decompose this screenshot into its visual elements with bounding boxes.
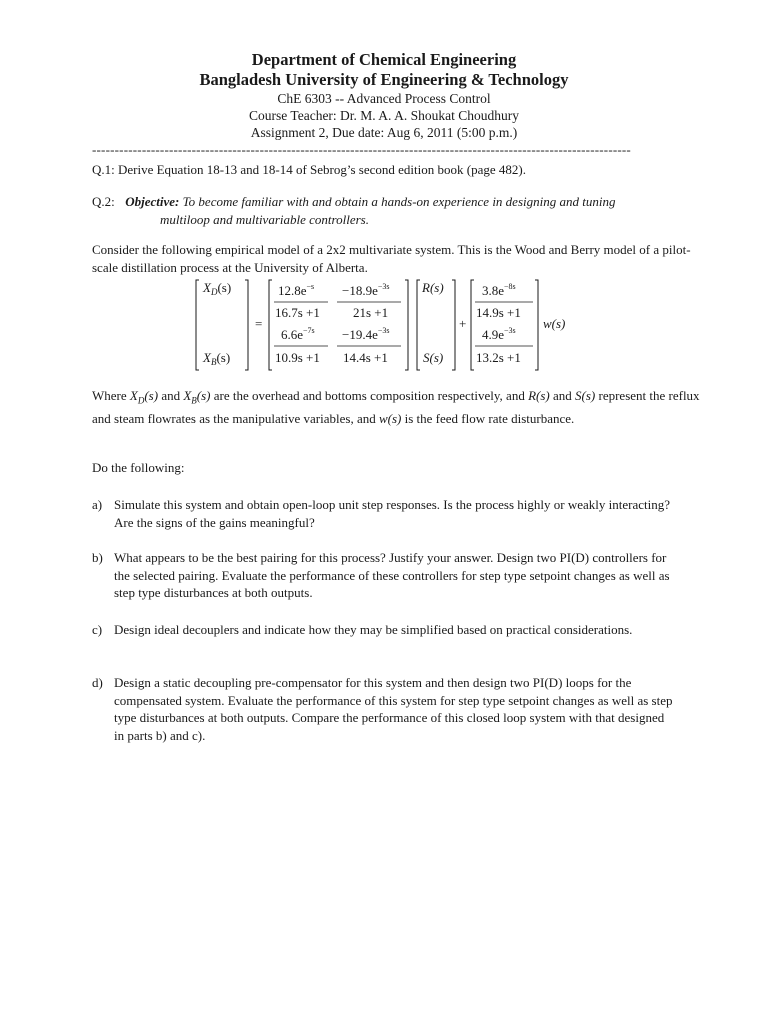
list-item-text: Simulate this system and obtain open-loop unit step responses. Is the process highly or weakly interacting? Are the signs of the gains meaningful?: [114, 497, 671, 530]
university-title: Bangladesh University of Engineering & Technology: [199, 70, 569, 89]
d1-numerator: $3.8e^{-8s}$: [482, 282, 516, 298]
gain-matrix-left-bracket: [269, 280, 272, 370]
input-r: R(s): [422, 280, 444, 295]
g21-denominator: 10.9s +1: [275, 350, 320, 365]
input-s: S(s): [423, 350, 444, 365]
course-title: ChE 6303 -- Advanced Process Control: [277, 91, 491, 106]
do-the-following-heading: Do the following:: [92, 460, 185, 475]
input-vector-right-bracket: [452, 280, 455, 370]
plus-sign: +: [459, 316, 467, 331]
list-item-text: Design ideal decouplers and indicate how they may be simplified based on practical considerations.: [114, 622, 633, 637]
question-2: [92, 193, 692, 227]
g21-numerator: $6.6e^{-7s}$: [281, 326, 315, 342]
list-item-marker: b): [92, 550, 103, 565]
variables-paragraph: Where $X_D(s)$ and $X_B(s)$ are the overhead and bottoms composition respectively, and R(s) and S(s) represent the reflux and steam flowrates as the manipulative variables, and w(s) is the feed flow rate disturbance.: [92, 388, 700, 427]
d2-denominator: 13.2s +1: [476, 350, 521, 365]
list-item-text: Design a static decoupling pre-compensator for this system and then design two PI(D) loops for the compensated system. Evaluate the performance of this system for step type setpoint changes as well as step type disturbances at both outputs. Compare the performance of this closed loop system with that designed in parts b) and c).: [114, 675, 673, 743]
transfer-function-matrix: [195, 278, 595, 372]
assignment-due-date: Assignment 2, Due date: Aug 6, 2011 (5:00 p.m.): [250, 125, 518, 140]
d2-numerator: $4.9e^{-3s}$: [482, 326, 516, 342]
g22-denominator: 14.4s +1: [343, 350, 388, 365]
question-1: Q.1: Derive Equation 18-13 and 18-14 of Sebrog’s second edition book (page 482).: [92, 162, 526, 177]
gain-matrix-right-bracket: [405, 280, 408, 370]
disturbance-w: w(s): [543, 316, 566, 331]
list-item-marker: d): [92, 675, 103, 690]
lhs-left-bracket: [196, 280, 199, 370]
list-item-marker: c): [92, 622, 103, 637]
disturbance-right-bracket: [535, 280, 538, 370]
objective-text-continued: multiloop and multivariable controllers.: [160, 211, 369, 227]
g11-numerator: $12.8e^{-s}$: [278, 282, 315, 298]
lhs-xb: $X_B(s)$: [203, 350, 231, 367]
list-item-text: What appears to be the best pairing for this process? Justify your answer. Design two PI(D) controllers for the selected pairing. Evaluate the performance of these controllers for step type setpoint changes as well as step type disturbances at both outputs.: [114, 550, 670, 600]
objective-label: Objective:: [125, 194, 180, 209]
separator-line: -----------------------------------------------------------------------------------------------------------------------: [92, 142, 631, 157]
lhs-xd: $X_D(s)$: [203, 280, 232, 297]
input-vector-left-bracket: [417, 280, 420, 370]
equals-sign: =: [255, 316, 263, 331]
d1-denominator: 14.9s +1: [476, 305, 521, 320]
g12-denominator: 21s +1: [353, 305, 389, 320]
disturbance-left-bracket: [471, 280, 474, 370]
objective-text: To become familiar with and obtain a hands-on experience in designing and tuning: [182, 194, 616, 209]
g12-numerator: $-18.9e^{-3s}$: [342, 282, 390, 298]
g11-denominator: 16.7s +1: [275, 305, 320, 320]
question-2-label: Q.2:: [92, 194, 115, 209]
model-intro-paragraph: Consider the following empirical model of a 2x2 multivariate system. This is the Wood and Berry model of a pilot-scale distillation process at the University of Alberta.: [92, 242, 691, 275]
department-title: Department of Chemical Engineering: [251, 50, 517, 69]
course-teacher: Course Teacher: Dr. M. A. A. Shoukat Choudhury: [249, 108, 519, 123]
g22-numerator: $-19.4e^{-3s}$: [342, 326, 390, 342]
lhs-right-bracket: [245, 280, 248, 370]
list-item-marker: a): [92, 497, 103, 512]
